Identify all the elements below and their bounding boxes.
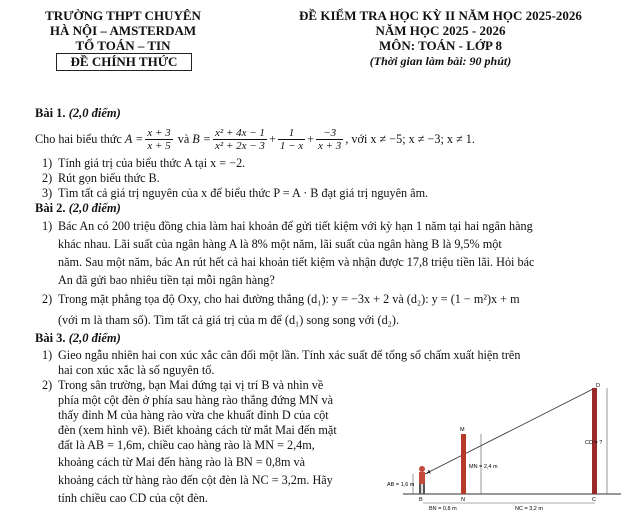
and-word: và	[177, 131, 190, 146]
duration: (Thời gian làm bài: 90 phút)	[369, 54, 512, 68]
bai3-q2-line: khoảng cách từ Mai đến hàng rào là BN = 0,8m và	[58, 455, 306, 469]
label-a: A	[427, 470, 431, 476]
bai3-q1-line: Gieo ngẫu nhiên hai con xúc xắc cân đối một lần. Tính xác suất để tổng số chấm xuất hiện trên	[58, 348, 521, 362]
bai1-item-3	[42, 186, 428, 201]
bai2-q2-number: 2)	[42, 292, 53, 306]
bai2-q1-line: năm. Sau một năm, bác An rút hết cả hai khoản tiết kiệm và nhận được 17,8 triệu tiền lãi. Hỏi bác	[58, 255, 535, 269]
fence-mn	[461, 434, 466, 494]
fraction-b3	[316, 127, 343, 152]
subject: MÔN: TOÁN - LỚP 8	[378, 38, 503, 53]
bai3-title: Bài 3.	[35, 331, 66, 345]
item-text: Rút gọn biểu thức B.	[58, 171, 160, 185]
bai1-heading	[35, 106, 121, 121]
label-m: M	[460, 427, 465, 433]
bai3-q2-line: tính chiều cao CD của cột đèn.	[58, 491, 208, 505]
bai3-heading	[35, 331, 121, 346]
official-exam-box: ĐỀ CHÍNH THỨC	[56, 53, 192, 71]
item-text: Tìm tất cả giá trị nguyên của x để biểu thức P = A · B đạt giá trị nguyên âm.	[58, 186, 429, 200]
bai3-q2-line: phía một cột đèn ở phía sau hàng rào thẳng đứng MN và	[58, 393, 334, 407]
bai2-q1-line: khác nhau. Lãi suất của ngân hàng A là 8% một năm, lãi suất của ngân hàng B là 9,5% một	[58, 237, 502, 251]
label-c: C	[592, 497, 596, 503]
bai1-intro	[35, 124, 475, 154]
bai1-item-2	[42, 171, 160, 186]
label-d: D	[596, 383, 600, 389]
bai3-q1-line: hai con xúc xắc là số nguyên tố.	[58, 363, 215, 377]
bai1-intro-prefix: Cho hai biểu thức	[35, 131, 122, 146]
fraction-b2-denominator: 1 − x	[279, 139, 304, 152]
fraction-b2-numerator: 1	[278, 127, 305, 140]
item-text: Tính giá trị của biểu thức A tại x = −2.	[58, 156, 246, 170]
bai2-q2-line: Trong mặt phẳng tọa độ Oxy, cho hai đường thẳng (d₁): y = −3x + 2 và (d₂): y = (1 − m²)x + m	[58, 292, 520, 306]
exam-title: ĐỀ KIỂM TRA HỌC KỲ II NĂM HỌC 2025-2026	[299, 8, 582, 23]
fraction-b2	[278, 127, 305, 152]
bai3-q2-line: đất là AB = 1,6m, chiều cao hàng rào là MN = 2,4m,	[58, 438, 315, 452]
item-number: 2)	[42, 171, 53, 185]
bai1-title: Bài 1.	[35, 106, 66, 120]
fraction-b1	[213, 127, 267, 152]
label-ab: AB = 1,6 m	[387, 482, 415, 488]
label-nc: NC = 3,2 m	[515, 506, 543, 512]
item-number: 1)	[42, 156, 53, 170]
expr-b-label: B =	[192, 131, 212, 146]
bai3-q2-line: đèn (xem hình vẽ). Biết khoảng cách từ mắt Mai đến mặt	[58, 423, 337, 437]
bai1-item-1	[42, 156, 245, 171]
person-icon	[419, 466, 425, 494]
expr-a-label: A =	[124, 131, 144, 146]
school-year: NĂM HỌC 2025 - 2026	[375, 23, 506, 38]
bai2-q1-number: 1)	[42, 219, 53, 233]
fraction-a-numerator: x + 3	[147, 126, 171, 139]
plus-sign-2: +	[307, 131, 314, 146]
bai2-points: (2,0 điểm)	[68, 201, 121, 215]
bai3-q2-number: 2)	[42, 378, 53, 392]
label-b: B	[419, 497, 423, 503]
fraction-b1-denominator: x² + 2x − 3	[215, 139, 265, 152]
label-n: N	[461, 497, 465, 503]
bai3-q2-line: thấy đỉnh M của hàng rào vừa che khuất đỉnh D của cột	[58, 408, 329, 422]
item-number: 3)	[42, 186, 53, 200]
bai2-q1-line: Bác An có 200 triệu đồng chia làm hai khoản để gửi tiết kiệm với kỳ hạn 1 năm tại hai ngân hàng	[58, 219, 533, 233]
bai3-q2-line: Trong sân trường, bạn Mai đứng tại vị trí B và nhìn về	[58, 378, 324, 392]
label-cd: CD = ?	[585, 440, 603, 446]
department: TỔ TOÁN – TIN	[75, 38, 171, 53]
label-mn: MN = 2,4 m	[469, 464, 498, 470]
condition-text: , với x ≠ −5; x ≠ −3; x ≠ 1.	[345, 131, 475, 146]
lamp-post-figure	[385, 382, 623, 512]
label-bn: BN = 0,8 m	[429, 506, 457, 512]
fraction-b1-numerator: x² + 4x − 1	[215, 126, 265, 139]
bai1-points: (2,0 điểm)	[68, 106, 121, 120]
sight-line	[425, 388, 595, 474]
fraction-b3-denominator: x + 3	[318, 139, 342, 152]
bai3-q2-line: khoảng cách từ hàng rào đến cột đèn là NC = 3,2m. Hãy	[58, 473, 333, 487]
bai2-heading	[35, 201, 121, 216]
school-name-line2: HÀ NỘI – AMSTERDAM	[49, 23, 197, 38]
fraction-a-denominator: x + 5	[147, 139, 171, 152]
fraction-a	[145, 127, 172, 152]
plus-sign-1: +	[268, 131, 276, 146]
bai2-title: Bài 2.	[35, 201, 66, 215]
bai3-points: (2,0 điểm)	[68, 331, 121, 345]
fraction-b3-numerator: −3	[316, 127, 343, 140]
bai2-q1-line: An đã gửi bao nhiêu tiền tại mỗi ngân hàng?	[58, 273, 275, 287]
bai3-q1-number: 1)	[42, 348, 53, 362]
bai2-q2-line: (với m là tham số). Tìm tất cả giá trị của m để (d₁) song song với (d₂).	[58, 313, 400, 327]
school-name-line1: TRƯỜNG THPT CHUYÊN	[45, 8, 201, 23]
